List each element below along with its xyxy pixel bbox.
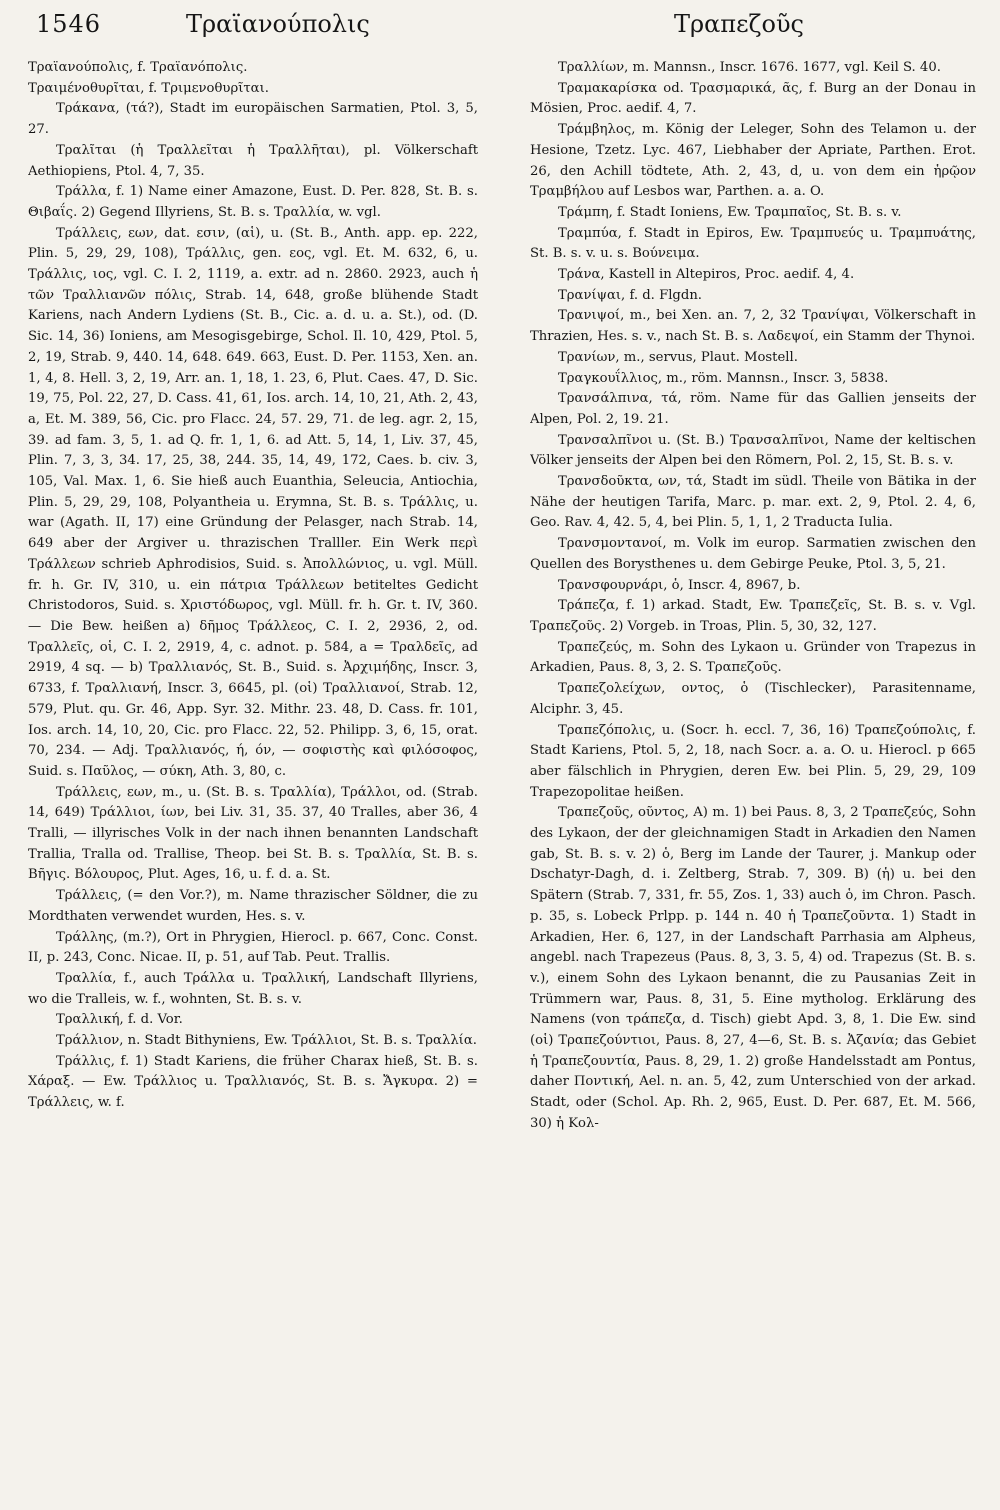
- entry-trallis-karia: Τράλλις, f. 1) Stadt Kariens, die früher Charax hieß, St. B. s. Χάραξ. — Ew. Τράλλιος u. Τραλλιανός, St. B. s. Ἄγκυρα. 2) = Τράλλεις, w. f.: [28, 1053, 478, 1111]
- entry-trallia: Τραλλία, f., auch Τράλλα u. Τραλλική, Landschaft Illyriens, wo die Tralleis, w. f., wohnten, St. B. s. v.: [28, 970, 478, 1007]
- entry-trallis-phrygia: Τράλλης, (m.?), Ort in Phrygien, Hierocl. p. 667, Conc. Const. II, p. 243, Conc. Nicae. II, p. 51, auf Tab. Peut. Trallis.: [28, 929, 478, 966]
- entry-tralitai: Τραλῖται (ἡ Τραλλεῖται ἡ Τραλλῆται), pl. Völkerschaft Aethiopiens, Ptol. 4, 7, 35.: [28, 142, 478, 179]
- entry-trapezoleichon: Τραπεζολείχων, οντος, ὁ (Tischlecker), Parasitenname, Alciphr. 3, 45.: [530, 681, 976, 717]
- entry-trallion: Τράλλιον, n. Stadt Bithyniens, Ew. Τράλλιοι, St. B. s. Τραλλία.: [56, 1033, 477, 1049]
- left-column: [28, 58, 478, 1506]
- entry-tralleis-people: Τράλλεις, εων, m., u. (St. B. s. Τραλλία), Τράλλοι, od. (Strab. 14, 649) Τράλλιοι, ίων, bei Liv. 31, 35. 37, 40 Tralles, aber 36, 4 Tralli, — illyrisches Volk in der nach ihnen benannten Landschaft Trallia, Tralla od. Trallise, Theop. bei St. B. s. Τραλλία, St. B. s. Βῆγις. Βόλουρος, Plut. Ages, 16, u. f. d. a. St.: [28, 784, 478, 883]
- entry-trapezus: Τραπεζοῦς, οῦντος, A) m. 1) bei Paus. 8, 3, 2 Τραπεζεύς, Sohn des Lykaon, der der gleichnamigen Stadt in Arkadien den Namen gab, St. B. s. v. 2) ὁ, Berg im Lande der Taurer, j. Mankup oder Dschatyr-Dagh, d. i. Zeltberg, Strab. 7, 309. B) (ἡ) u. bei den Spätern (Strab. 7, 331, fr. 55, Zos. 1, 33) auch ὁ, im Chron. Pasch. p. 35, s. Lobeck Prlpp. p. 144 n. 40 ἡ Τραπεζοῦντα. 1) Stadt in Arkadien, Her. 6, 127, in der Landschaft Parrhasia am Alpheus, angebl. nach Trapezeus (Paus. 8, 3, 3. 5, 4) od. Trapezus (St. B. s. v.), einem Sohn des Lykaon benannt, die zu Pausanias Zeit in Trümmern war, Paus. 8, 31, 5. Eine mytholog. Erklärung des Namens (von τράπεζα, d. Tisch) giebt Apd. 3, 8, 1. Die Ew. sind (οἱ) Τραπεζούντιοι, Paus. 8, 27, 4—6, St. B. s. Ἀζανία; das Gebiet ἡ Τραπεζουντία, Paus. 8, 29, 1. 2) große Handelsstadt am Pontus, daher Ποντική, Ael. n. an. 5, 42, zum Unterschied von der arkad. Stadt, oder (Schol. Ap. Rh. 2, 965, Eust. D. Per. 687, Et. M. 566, 30) ἡ Κολ-: [530, 805, 976, 1131]
- entry-tranipsoi: Τρανιψοί, m., bei Xen. an. 7, 2, 32 Τρανίψαι, Völkerschaft in Thrazien, Hes. s. v., nach St. B. s. Λαδεψοί, ein Stamm der Thynoi.: [530, 308, 976, 345]
- entry-transdukta: Τρανσδοῦκτα, ων, τά, Stadt im südl. Theile von Bätika in der Nähe der heutigen Tarifa, Marc. p. mar. ext. 2, 9, Ptol. 2. 4, 6, Geo. Rav. 4, 42. 5, 4, bei Plin. 5, 1, 1, 2 Traducta Iulia.: [530, 474, 976, 531]
- entry-trana: Τράνα, Kastell in Altepiros, Proc. aedif. 4, 4.: [558, 267, 855, 283]
- entry-trakana: Τράκανα, (τά?), Stadt im europäischen Sarmatien, Ptol. 3, 5, 27.: [28, 101, 478, 138]
- running-head-right: Τραπεζοῦς: [673, 10, 804, 38]
- entry-trambelos: Τράμβηλος, m. König der Leleger, Sohn des Telamon u. der Hesione, Tzetz. Lyc. 467, Liebhaber der Apriate, Parthen. Erot. 26, den Achill tödtete, Ath. 2, 43, d, u. von dem ein ἡρῷον Τραμβήλου auf Lesbos war, Parthen. a. a. O.: [530, 122, 976, 200]
- entry-tralleis-soldiers: Τράλλεις, (= den Vor.?), m. Name thrazischer Söldner, die zu Mordthaten verwendet wurden, Hes. s. v.: [28, 888, 478, 924]
- page-header: [0, 10, 1000, 50]
- entry-tranion: Τρανίων, m., servus, Plaut. Mostell.: [558, 349, 798, 365]
- entry-tralleis-city: Τράλλεις, εων, dat. εσιν, (αἱ), u. (St. B., Anth. app. ep. 222, Plin. 5, 29, 29, 108), Τράλλις, gen. εος, vgl. Et. M. 632, 6, u. Τράλλις, ιος, vgl. C. I. 2, 1119, a. extr. ad n. 2860. 2923, auch ἡ τῶν Τραλλιανῶν πόλις, Strab. 14, 648, große blühende Stadt Kariens, nach Andern Lydiens (St. B., Cic. a. d. u. a. St.), od. (D. Sic. 14, 36) Ioniens, am Mesogisgebirge, Schol. Il. 10, 429, Ptol. 5, 2, 19, Strab. 9, 440. 14, 648. 649. 663, Eust. D. Per. 1153, Xen. an. 1, 4, 8. Hell. 3, 2, 19, Arr. an. 1, 18, 1. 23, 6, Plut. Caes. 47, D. Sic. 19, 75, Pol. 22, 27, D. Cass. 41, 61, Ios. arch. 14, 10, 21, Ath. 2, 43, a, Et. M. 389, 56, Cic. pro Flacc. 24, 57. 29, 71. de leg. agr. 2, 15, 39. ad fam. 3, 5, 1. ad Q. fr. 1, 1, 6. ad Att. 5, 14, 1, Liv. 37, 45, Plin. 7, 3, 3, 34. 17, 25, 38, 244. 35, 14, 49, 172, Caes. b. civ. 3, 105, Val. Max. 1, 6. Sie hieß auch Euanthia, Seleucia, Antiochia, Plin. 5, 29, 29, 108, Polyantheia u. Erymna, St. B. s. Τράλλις, u. war (Agath. II, 17) eine Gründung der Pelasger, nach Strab. 14, 649 aber der Argiver u. thrazischen Tralller. Ein Werk περὶ Τράλλεων schrieb Aphrodisios, Suid. s. Ἀπολλώνιος, u. vgl. Müll. fr. h. Gr. IV, 310, u. ein πάτρια Τράλλεων betiteltes Gedicht Christodoros, Suid. s. Χριστόδωρος, vgl. Müll. fr. h. Gr. t. IV, 360. — Die Bew. heißen a) δῆμος Τράλλεος, C. I. 2, 2936, 2, od. Τραλλεῖς, οἱ, C. I. 2, 2919, 4, c. adnot. p. 584, a = Τραλδεῖς, ad 2919, 4 sq. — b) Τραλλιανός, St. B., Suid. s. Ἀρχιμήδης, Inscr. 3, 6733, f. Τραλλιανή, Inscr. 3, 6645, pl. (οἱ) Τραλλιανοί, Strab. 12, 579, Plut. qu. Gr. 46, App. Syr. 32. Mithr. 23. 48, D. Cass. fr. 101, Ios. arch. 14, 10, 20, Cic. pro Flacc. 22, 52. Philipp. 3, 6, 15, orat. 70, 234. — Adj. Τραλλιανός, ή, όν, — σοφιστὴς καὶ φιλόσοφος, Suid. s. Παῦλος, — σύκη, Ath. 3, 80, c.: [28, 225, 478, 779]
- entry-trapezeus: Τραπεζεύς, m. Sohn des Lykaon u. Gründer von Trapezus in Arkadien, Paus. 8, 3, 2. S. Τραπεζοῦς.: [530, 639, 976, 676]
- entry-traianupolis: Τραϊανούπολις, f. Τραϊανόπολις.: [28, 60, 248, 75]
- entry-trampya: Τραμπύα, f. Stadt in Epiros, Ew. Τραμπυεύς u. Τραμπυάτης, St. B. s. v. u. s. Βούνειμα.: [530, 225, 976, 262]
- entry-trallike: Τραλλική, f. d. Vor.: [56, 1012, 183, 1028]
- entry-transmontanoi: Τρανσμοντανοί, m. Volk im europ. Sarmatien zwischen den Quellen des Borysthenes u. dem Gebirge Peuke, Ptol. 3, 5, 21.: [530, 536, 976, 572]
- right-column: [530, 58, 976, 1506]
- entry-tramakariska: Τραμακαρίσκα od. Τρασμαρικά, ᾶς, f. Burg an der Donau in Mösien, Proc. aedif. 4, 7.: [530, 80, 976, 117]
- entry-transphurnari: Τρανσφουρνάρι, ὁ, Inscr. 4, 8967, b.: [558, 577, 801, 593]
- entry-tralla: Τράλλα, f. 1) Name einer Amazone, Eust. D. Per. 828, St. B. s. Θιβαΐς. 2) Gegend Illyriens, St. B. s. Τραλλία, w. vgl.: [28, 184, 478, 220]
- entry-trankuillios: Τραγκουΐλλιος, m., röm. Mannsn., Inscr. 3, 5838.: [558, 370, 889, 386]
- entry-tranipsai: Τρανίψαι, f. d. Flgdn.: [558, 287, 702, 303]
- entry-traimenothyritai: Τραιμένοθυρῖται, f. Τριμενοθυρῖται.: [28, 80, 269, 96]
- entry-trapeza: Τράπεζα, f. 1) arkad. Stadt, Ew. Τραπεζεῖς, St. B. s. v. Vgl. Τραπεζοῦς. 2) Vorgeb. in Troas, Plin. 5, 30, 32, 127.: [530, 598, 976, 634]
- entry-trallion-name: Τραλλίων, m. Mannsn., Inscr. 1676. 1677, vgl. Keil S. 40.: [558, 60, 941, 75]
- entry-transalpinoi: Τρανσαλπῖνοι u. (St. B.) Τρανσαλπῖνοι, Name der keltischen Völker jenseits der Alpen bei den Römern, Pol. 2, 15, St. B. s. v.: [530, 432, 976, 469]
- entry-transalpina: Τρανσάλπινα, τά, röm. Name für das Gallien jenseits der Alpen, Pol. 2, 19. 21.: [530, 391, 976, 427]
- running-head-left: Τραϊανούπολις: [186, 10, 370, 38]
- page-number: 1546: [36, 10, 102, 38]
- entry-trapezopolis: Τραπεζόπολις, u. (Socr. h. eccl. 7, 36, 16) Τραπεζούπολις, f. Stadt Kariens, Ptol. 5, 2, 18, nach Socr. a. a. O. u. Hierocl. p 665 aber fälschlich in Phrygien, deren Ew. bei Plin. 5, 29, 29, 109 Trapezopolitae heißen.: [530, 722, 976, 800]
- entry-trampe: Τράμπη, f. Stadt Ioniens, Ew. Τραμπαῖος, St. B. s. v.: [558, 204, 902, 220]
